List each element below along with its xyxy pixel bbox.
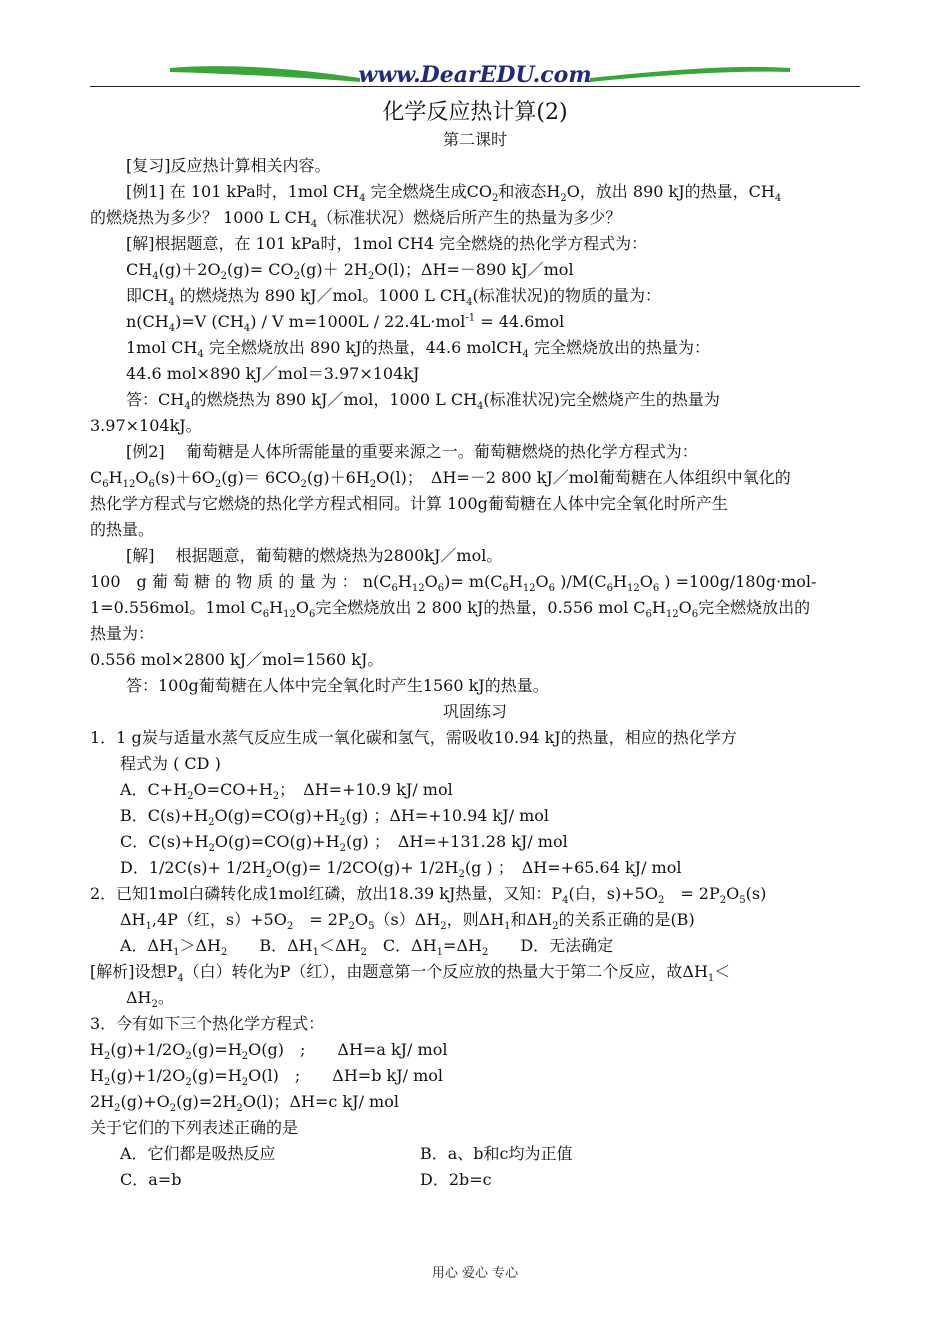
page-title: 化学反应热计算(2) [382, 100, 568, 125]
text-line: B．a、b和c均为正值 [420, 1144, 573, 1163]
text-line: A．$\Delta H_1>\Delta H_2$ B．$\Delta H_1<\Delta H_2$ C．$\Delta H_1=\Delta H_2$ D．无法确定 [120, 936, 614, 959]
text-line: 的热量。 [90, 520, 155, 539]
text-line: 热量为： [90, 624, 155, 643]
page-footer: 用心 爱心 专心 [431, 1266, 519, 1281]
text-line: 热化学方程式与它燃烧的热化学方程式相同。计算 100g葡萄糖在人体中完全氧化时所产生 [90, 494, 728, 513]
text-line: C．$C(s)+H_2O(g)=CO(g)+H_2(g)$ ； ΔH=+131.28 kJ/ mol [120, 832, 568, 855]
text-line: 2．已知1mol白磷转化成1mol红磷，放出18.39 kJ热量，又知：$P_4$(白，$s)+5O_2$ = $2P_2O_5(s)$ [90, 884, 767, 907]
text-line: [例1] 在 101 kPa时，1mol $CH_4$ 完全燃烧生成$CO_2$和液态$H_2O$，放出 890 kJ的热量，$CH_4$ [126, 182, 782, 205]
text-line: 3.97×104kJ。 [90, 416, 202, 435]
text-line: 答：100g葡萄糖在人体中完全氧化时产生1560 kJ的热量。 [126, 676, 549, 695]
site-url: www.DearEDU.com [358, 62, 592, 88]
text-line: A．$C+H_2O=CO+H_2$； ΔH=+10.9 kJ/ mol [120, 780, 453, 803]
text-line: 的燃烧热为多少？ 1000 L $CH_4$（标准状况）燃烧后所产生的热量为多少？ [90, 208, 622, 231]
text-line: A．它们都是吸热反应 [120, 1144, 276, 1163]
text-line: [解] 根据题意，葡萄糖的燃烧热为2800kJ／mol。 [126, 546, 503, 565]
text-line: $CH_4(g)+2O_2(g)= CO_2(g)+ 2H_2O(l)$；ΔH=－890 kJ／mol [126, 260, 574, 283]
text-line: D．$1/2C(s)+ 1/2H_2O(g)= 1/2CO(g)+ 1/2H_2(g$ ) ； ΔH=+65.64 kJ/ mol [120, 858, 682, 881]
page-subtitle: 第二课时 [442, 130, 507, 149]
text-line: 100 g 葡 萄 糖 的 物 质 的 量 为 ： $n(C_6H_{12}O_6)= m(C_6H_{12}O_6$ )$/M(C_6H_{12}O_6$ ) =100g/180g·mol- [90, 572, 817, 595]
text-line: $n(CH_4)=V$ $(CH_4)$ / V m=1000L / 22.4L·mol$^{-1}$ = 44.6mol [126, 312, 565, 335]
text-line: 44.6 mol×890 kJ／mol＝3.97×104kJ [126, 364, 420, 383]
text-line: 1．1 g炭与适量水蒸气反应生成一氧化碳和氢气，需吸收10.94 kJ的热量，相应的热化学方 [90, 728, 737, 747]
text-line: [解]根据题意，在 101 kPa时，1mol CH4 完全燃烧的热化学方程式为： [126, 234, 648, 253]
text-line: 答：$CH_4$的燃烧热为 890 kJ／mol，1000 L $CH_4$(标准状况)完全燃烧产生的热量为 [126, 390, 720, 413]
text-line: [复习]反应热计算相关内容。 [126, 156, 331, 175]
text-line: 关于它们的下列表述正确的是 [90, 1118, 299, 1137]
text-line: $H_2(g)+1/2O_2(g)=H_2O(l)$ ; ΔH=b kJ/ mol [90, 1066, 444, 1089]
text-line: [解析]设想$P_4$（白）转化为P（红），由题意第一个反应放的热量大于第二个反应，故$\Delta H_1<$ [90, 962, 731, 985]
text-line: 程式为 ( CD ) [120, 754, 221, 773]
header-rule [90, 86, 860, 87]
text-line: D．2b=c [420, 1170, 492, 1189]
text-line: $\Delta H_1,4P$（红，$s)+5O_2$ = $2P_2O_5(s)\Delta H_2$，则$\Delta H_1$和$\Delta H_2$的关系正确的是(B) [120, 910, 695, 933]
text-line: 巩固练习 [442, 702, 507, 721]
text-line: B．$C(s)+H_2O(g)=CO(g)+H_2(g)$ ；ΔH=+10.94 kJ/ mol [120, 806, 550, 829]
text-line: 3．今有如下三个热化学方程式： [90, 1014, 325, 1033]
text-line: $C_6H_{12}O_6(s)+6O_2(g)= 6CO_2(g)+6H_2O(l)$； ΔH=－2 800 kJ／mol葡萄糖在人体组织中氧化的 [90, 468, 791, 491]
text-line: 即$CH_4$ 的燃烧热为 890 kJ／mol。1000 L $CH_4$(标准状况)的物质的量为： [126, 286, 661, 309]
text-line: 0.556 mol×2800 kJ／mol=1560 kJ。 [90, 650, 384, 669]
text-line: $\Delta H_2$。 [126, 988, 174, 1011]
text-line: 1=0.556mol。1mol $C_6H_{12}O_6$完全燃烧放出 2 800 kJ的热量，0.556 mol $C_6H_{12}O_6$完全燃烧放出的 [90, 598, 811, 621]
text-line: 1mol $CH_4$ 完全燃烧放出 890 kJ的热量，44.6 molCH$_4$ 完全燃烧放出的热量为： [126, 338, 710, 361]
text-line: C．a=b [120, 1170, 182, 1189]
text-line: [例2] 葡萄糖是人体所需能量的重要来源之一。葡萄糖燃烧的热化学方程式为： [126, 442, 698, 461]
text-line: $H_2(g)+1/2O_2(g)=H_2O(g)$ ; ΔH=a kJ/ mol [90, 1040, 448, 1063]
text-line: $2H_2(g)+O_2(g)=2H_2O(l)$；ΔH=c kJ/ mol [90, 1092, 399, 1115]
